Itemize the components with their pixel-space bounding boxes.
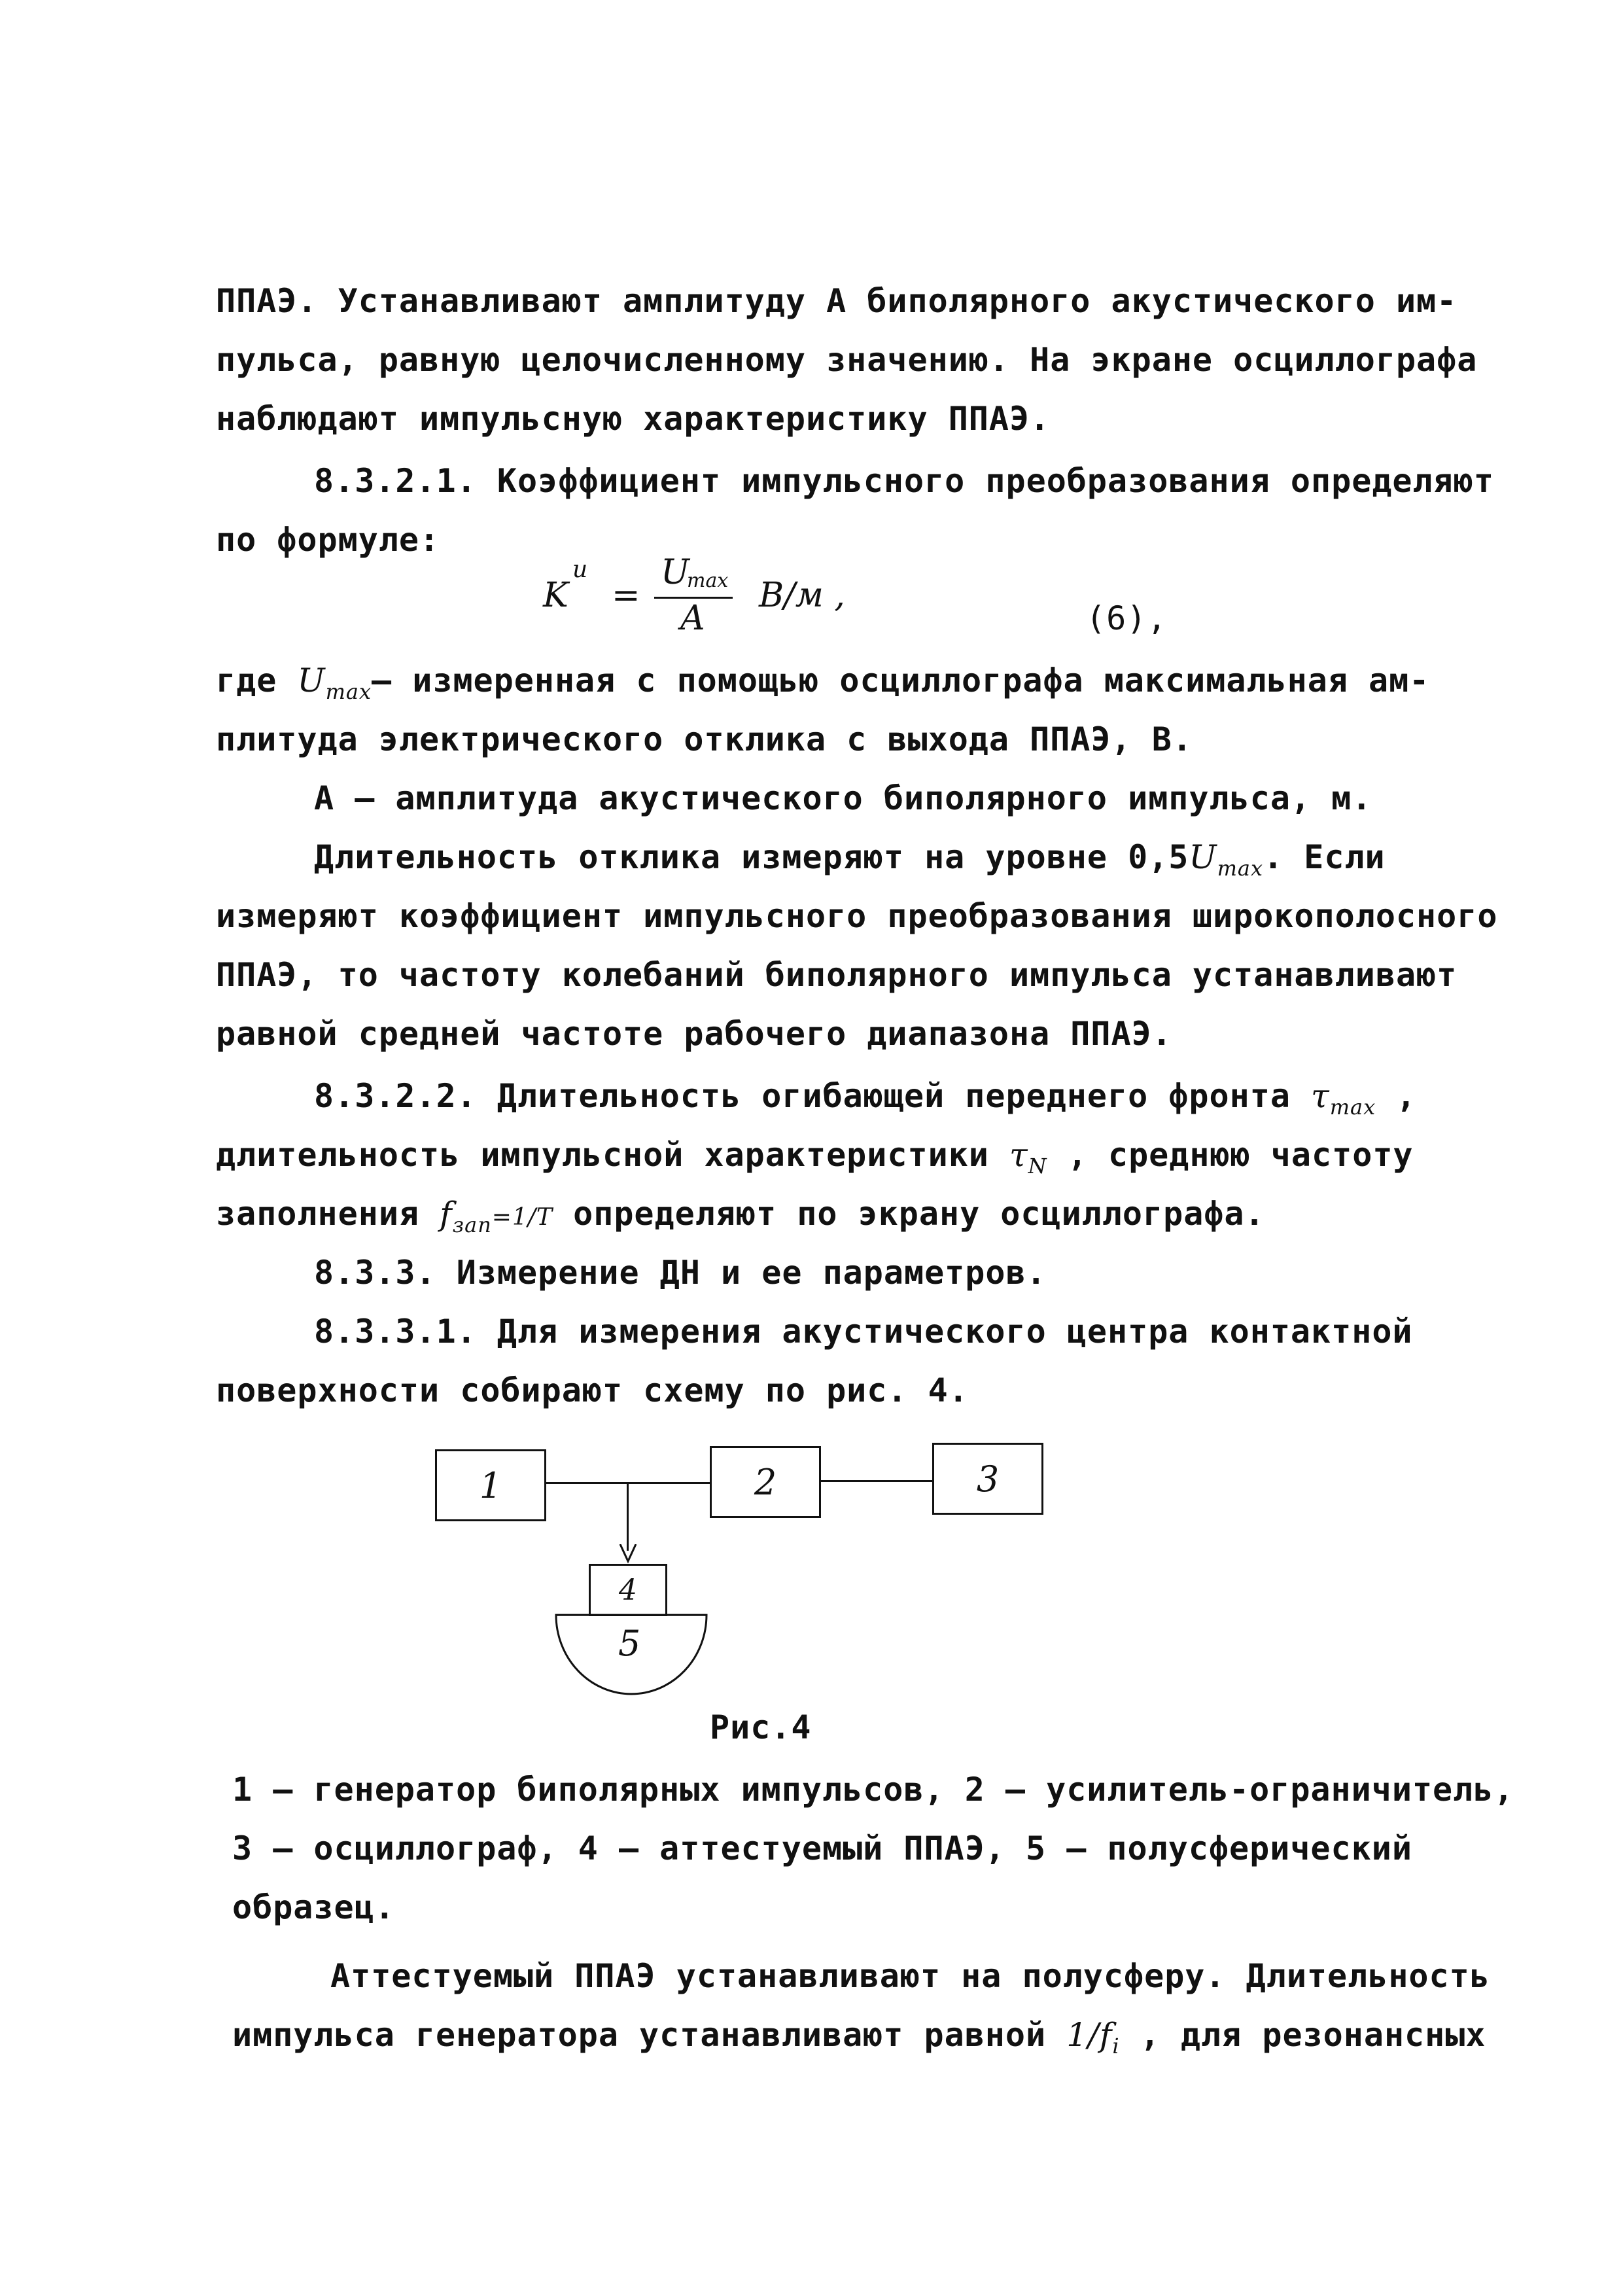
section-8322-line1-b: , (1376, 1077, 1417, 1115)
arrow-head-icon (618, 1544, 638, 1564)
where-line3: А – амплитуда акустического биполярного импульса, м. (314, 779, 1372, 817)
f-zap-eq: =1/T (491, 1204, 553, 1231)
para2-umax-var: U (1189, 838, 1217, 876)
section-8322-line3-b: определяют по экрану осциллографа. (553, 1195, 1265, 1233)
section-8322-line2-b: , среднюю частоту (1047, 1136, 1414, 1174)
section-8322-line2 (216, 1135, 1414, 1186)
para2-line1 (314, 838, 1386, 888)
one-over-fi-sub: i (1112, 2034, 1120, 2058)
para3-line2 (232, 2015, 1486, 2066)
formula-lhs: K (543, 576, 568, 615)
tau-max-var: τ (1311, 1077, 1330, 1115)
section-8322-line3-a: заполнения (216, 1195, 440, 1233)
block-1-generator: 1 (435, 1449, 546, 1521)
formula-numerator-sub: max (687, 569, 729, 592)
para2-umax-sub: max (1217, 856, 1264, 881)
para3-line1: Аттестуемый ППАЭ устанавливают на полусферу. Длительность (330, 1957, 1490, 1995)
para2-line1-b: . Если (1263, 838, 1386, 876)
block-3-oscilloscope: 3 (932, 1443, 1043, 1515)
formula-denominator: A (680, 599, 705, 638)
section-8321-line1: 8.3.2.1. Коэффициент импульсного преобразования определяют (314, 462, 1494, 500)
section-8322-line1 (314, 1076, 1416, 1127)
f-zap-var: f (440, 1195, 453, 1233)
tau-max-sub: max (1329, 1095, 1376, 1120)
para1-line2: пульса, равную целочисленному значению. На экране осциллографа (216, 341, 1478, 379)
tau-n-sub: N (1028, 1154, 1047, 1178)
formula-equals: = (612, 576, 640, 615)
section-8322-line2-a: длительность импульсной характеристики (216, 1136, 1009, 1174)
figure-4-caption: Рис.4 (710, 1708, 812, 1746)
section-833: 8.3.3. Измерение ДН и ее параметров. (314, 1254, 1047, 1292)
block-5-label: 5 (618, 1623, 641, 1664)
legend-line3: образец. (232, 1888, 395, 1926)
tau-n-var: τ (1009, 1136, 1028, 1174)
where-line1-text: – измеренная с помощью осциллографа максимальная ам- (372, 662, 1430, 699)
block-4-transducer: 4 (589, 1564, 667, 1616)
formula-number: (6), (1086, 599, 1168, 637)
connector-2-3 (821, 1480, 932, 1482)
legend-line2: 3 – осциллограф, 4 – аттестуемый ППАЭ, 5 – полусферический (232, 1829, 1412, 1867)
where-line1-prefix: где (216, 662, 298, 699)
where-umax-var: U (297, 662, 326, 699)
para1-line3: наблюдают импульсную характеристику ППАЭ. (216, 400, 1051, 438)
legend-line1: 1 – генератор биполярных импульсов, 2 – усилитель-ограничитель, (232, 1771, 1514, 1809)
para3-line2-a: импульса генератора устанавливают равной (232, 2016, 1067, 2054)
para2-line4: равной средней частоте рабочего диапазона ППАЭ. (216, 1015, 1172, 1053)
connector-to-4 (627, 1483, 629, 1551)
one-over-fi: 1/f (1066, 2016, 1113, 2054)
para1-line1: ППАЭ. Устанавливают амплитуду А биполярного акустического им- (216, 282, 1457, 320)
section-8331-line1: 8.3.3.1. Для измерения акустического центра контактной (314, 1313, 1413, 1351)
para2-line2: измеряют коэффициент импульсного преобразования широкополосного (216, 897, 1498, 935)
section-8322-line1-a: 8.3.2.2. Длительность огибающей переднего фронта (314, 1077, 1312, 1115)
section-8331-line2: поверхности собирают схему по рис. 4. (216, 1371, 969, 1409)
f-zap-sub: зап (452, 1212, 492, 1237)
section-8321-line2: по формуле: (216, 521, 440, 559)
formula-unit: В/м , (759, 576, 845, 615)
para2-line3: ППАЭ, то частоту колебаний биполярного импульса устанавливают (216, 956, 1457, 994)
formula-numerator: U (661, 553, 689, 592)
block-2-amplifier: 2 (710, 1446, 821, 1518)
where-line1 (216, 661, 1429, 711)
where-umax-sub: max (325, 679, 372, 704)
formula-lhs-sup: u (572, 556, 588, 583)
para2-line1-a: Длительность отклика измеряют на уровне 0,5 (314, 838, 1189, 876)
where-line2: плитуда электрического отклика с выхода ППАЭ, В. (216, 720, 1193, 758)
para3-line2-b: , для резонансных (1119, 2016, 1486, 2054)
section-8322-line3 (216, 1194, 1265, 1245)
